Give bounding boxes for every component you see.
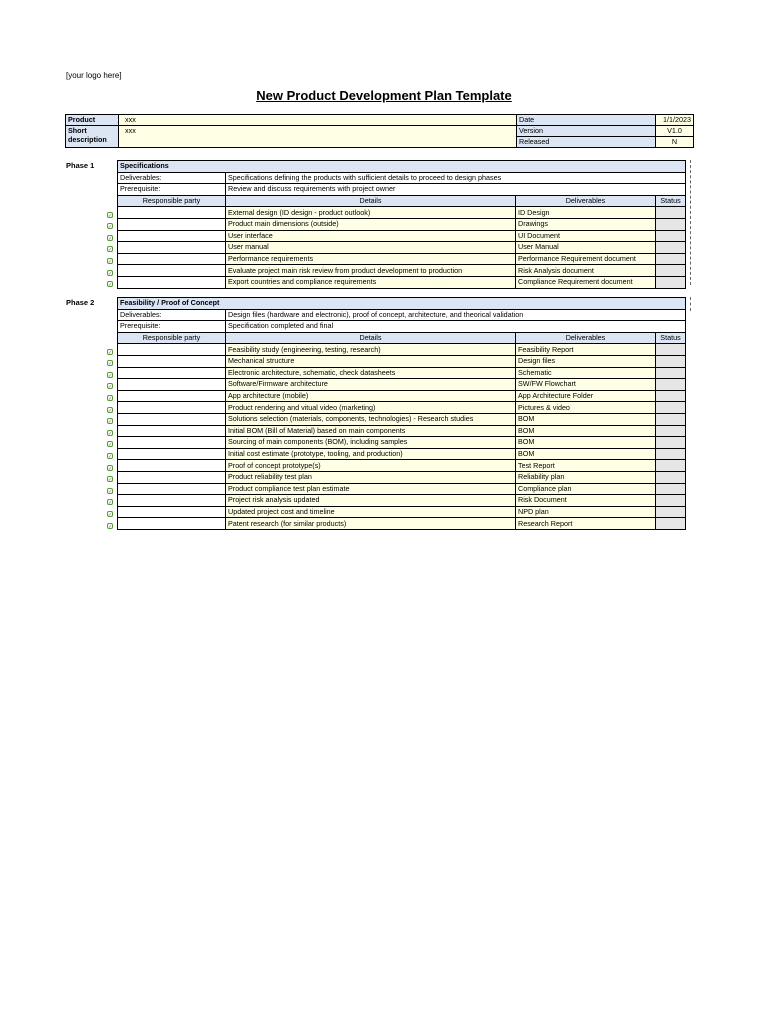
task-details: Product main dimensions (outside): [226, 218, 516, 230]
phase1-deliverables-label: Deliverables:: [118, 172, 226, 184]
task-details: Product rendering and vitual video (marketing): [226, 402, 516, 414]
task-details: Performance requirements: [226, 253, 516, 265]
phase2-label: Phase 2: [66, 298, 95, 307]
product-value[interactable]: xxx: [119, 115, 517, 126]
task-deliverable: Compliance plan: [516, 483, 656, 495]
task-status[interactable]: [656, 355, 686, 367]
task-status[interactable]: [656, 367, 686, 379]
responsible-party-cell[interactable]: [118, 265, 226, 277]
responsible-party-cell[interactable]: [118, 471, 226, 483]
checkbox-icon[interactable]: ✓: [108, 247, 113, 254]
task-deliverable: Design files: [516, 355, 656, 367]
task-deliverable: Risk Analysis document: [516, 265, 656, 277]
page-title-text: New Product Development Plan Template: [256, 88, 512, 103]
checkbox-icon[interactable]: ✓: [108, 430, 113, 437]
responsible-party-cell[interactable]: [118, 483, 226, 495]
task-details: Initial cost estimate (prototype, tooling, and production): [226, 448, 516, 460]
phase2-col-status: Status: [656, 332, 686, 344]
responsible-party-cell[interactable]: [118, 276, 226, 288]
task-row: [118, 506, 686, 518]
task-details: Evaluate project main risk review from product development to production: [226, 265, 516, 277]
responsible-party-cell[interactable]: [118, 207, 226, 219]
task-details: Updated project cost and timeline: [226, 506, 516, 518]
task-status[interactable]: [656, 425, 686, 437]
page-title: [0, 88, 768, 103]
responsible-party-cell[interactable]: [118, 495, 226, 507]
phase2-deliverables-label: Deliverables:: [118, 309, 226, 321]
task-status[interactable]: [656, 437, 686, 449]
responsible-party-cell[interactable]: [118, 448, 226, 460]
task-status[interactable]: [656, 253, 686, 265]
task-deliverable: Reliability plan: [516, 471, 656, 483]
checkbox-icon[interactable]: ✓: [108, 477, 113, 484]
page-edge-mark-2: [690, 297, 692, 311]
task-row: [118, 495, 686, 507]
released-value[interactable]: N: [656, 137, 694, 148]
task-deliverable: App Architecture Folder: [516, 390, 656, 402]
phase2-deliverables-value: Design files (hardware and electronic), proof of concept, architecture, and theorical validation: [226, 309, 686, 321]
phase2-table: [117, 297, 686, 530]
responsible-party-cell[interactable]: [118, 379, 226, 391]
task-status[interactable]: [656, 483, 686, 495]
phase2-col-deliverables: Deliverables: [516, 332, 656, 344]
responsible-party-cell[interactable]: [118, 367, 226, 379]
phase2-prereq-label: Prerequisite:: [118, 321, 226, 333]
checkbox-icon[interactable]: ✓: [108, 419, 113, 426]
task-status[interactable]: [656, 230, 686, 242]
phase2-rows: [118, 344, 686, 530]
task-status[interactable]: [656, 344, 686, 356]
task-details: User manual: [226, 242, 516, 254]
task-row: [118, 471, 686, 483]
task-status[interactable]: [656, 276, 686, 288]
task-row: [118, 276, 686, 288]
task-details: Software/Firmware architecture: [226, 379, 516, 391]
task-row: [118, 518, 686, 530]
phase1-rows: [118, 207, 686, 288]
task-row: [118, 390, 686, 402]
task-details: Mechanical structure: [226, 355, 516, 367]
phase2-col-details: Details: [226, 332, 516, 344]
task-deliverable: BOM: [516, 437, 656, 449]
task-details: App architecture (mobile): [226, 390, 516, 402]
task-status[interactable]: [656, 448, 686, 460]
date-value[interactable]: 1/1/2023: [656, 115, 694, 126]
phase1-prereq-label: Prerequisite:: [118, 184, 226, 196]
task-status[interactable]: [656, 518, 686, 530]
task-details: Initial BOM (Bill of Material) based on main components: [226, 425, 516, 437]
version-label: Version: [517, 126, 656, 137]
task-deliverable: BOM: [516, 413, 656, 425]
task-deliverable: User Manual: [516, 242, 656, 254]
task-deliverable: Research Report: [516, 518, 656, 530]
page-edge-mark-1: [690, 160, 692, 285]
task-details: Proof of concept prototype(s): [226, 460, 516, 472]
checkbox-icon[interactable]: ✓: [108, 372, 113, 379]
task-row: [118, 448, 686, 460]
task-row: [118, 207, 686, 219]
logo-placeholder: [your logo here]: [66, 71, 122, 80]
checkbox-icon[interactable]: ✓: [108, 396, 113, 403]
responsible-party-cell[interactable]: [118, 390, 226, 402]
task-deliverable: UI Document: [516, 230, 656, 242]
responsible-party-cell[interactable]: [118, 518, 226, 530]
task-row: [118, 253, 686, 265]
task-status[interactable]: [656, 506, 686, 518]
checkbox-icon[interactable]: ✓: [108, 224, 113, 231]
task-status[interactable]: [656, 402, 686, 414]
phase2-name: Feasibility / Proof of Concept: [118, 298, 686, 310]
responsible-party-cell[interactable]: [118, 230, 226, 242]
task-row: [118, 355, 686, 367]
task-status[interactable]: [656, 460, 686, 472]
checkbox-icon[interactable]: ✓: [108, 511, 113, 518]
phase1-col-status: Status: [656, 195, 686, 207]
responsible-party-cell[interactable]: [118, 253, 226, 265]
task-details: Solutions selection (materials, components, technologies) - Research studies: [226, 413, 516, 425]
task-status[interactable]: [656, 207, 686, 219]
task-row: [118, 218, 686, 230]
task-details: User interface: [226, 230, 516, 242]
checkbox-icon[interactable]: ✓: [108, 384, 113, 391]
task-deliverable: Risk Document: [516, 495, 656, 507]
task-status[interactable]: [656, 218, 686, 230]
responsible-party-cell[interactable]: [118, 402, 226, 414]
responsible-party-cell[interactable]: [118, 242, 226, 254]
phase1-prereq-value: Review and discuss requirements with project owner: [226, 184, 686, 196]
responsible-party-cell[interactable]: [118, 218, 226, 230]
short-description-value[interactable]: xxx: [119, 126, 517, 148]
task-status[interactable]: [656, 471, 686, 483]
checkbox-icon[interactable]: ✓: [108, 454, 113, 461]
released-label: Released: [517, 137, 656, 148]
task-row: [118, 344, 686, 356]
task-deliverable: Test Report: [516, 460, 656, 472]
task-deliverable: Pictures & video: [516, 402, 656, 414]
task-details: Product reliability test plan: [226, 471, 516, 483]
checkbox-icon[interactable]: ✓: [108, 235, 113, 242]
responsible-party-cell[interactable]: [118, 460, 226, 472]
checkbox-icon[interactable]: ✓: [108, 488, 113, 495]
short-description-label-line1: Short: [68, 126, 87, 135]
responsible-party-cell[interactable]: [118, 413, 226, 425]
task-status[interactable]: [656, 242, 686, 254]
checkbox-icon[interactable]: ✓: [108, 349, 113, 356]
task-row: [118, 367, 686, 379]
task-details: External design (ID design - product outlook): [226, 207, 516, 219]
short-description-label-line2: description: [68, 135, 107, 144]
task-status[interactable]: [656, 390, 686, 402]
responsible-party-cell[interactable]: [118, 425, 226, 437]
phase2-prereq-value: Specification completed and final: [226, 321, 686, 333]
task-deliverable: Performance Requirement document: [516, 253, 656, 265]
task-deliverable: BOM: [516, 448, 656, 460]
product-label: Product: [66, 115, 119, 126]
task-deliverable: NPD plan: [516, 506, 656, 518]
task-row: [118, 483, 686, 495]
task-deliverable: SW/FW Flowchart: [516, 379, 656, 391]
task-status[interactable]: [656, 265, 686, 277]
task-row: [118, 402, 686, 414]
checkbox-icon[interactable]: ✓: [108, 465, 113, 472]
task-row: [118, 230, 686, 242]
task-row: [118, 460, 686, 472]
checkbox-icon[interactable]: ✓: [108, 442, 113, 449]
task-details: Project risk analysis updated: [226, 495, 516, 507]
task-deliverable: BOM: [516, 425, 656, 437]
checkbox-icon[interactable]: ✓: [108, 259, 113, 266]
task-details: Product compliance test plan estimate: [226, 483, 516, 495]
phase1-name: Specifications: [118, 161, 686, 173]
task-details: Feasibility study (engineering, testing, research): [226, 344, 516, 356]
task-row: [118, 413, 686, 425]
checkbox-icon[interactable]: ✓: [108, 282, 113, 289]
task-details: Patent research (for similar products): [226, 518, 516, 530]
responsible-party-cell[interactable]: [118, 437, 226, 449]
task-details: Electronic architecture, schematic, check datasheets: [226, 367, 516, 379]
phase1-col-party: Responsible party: [118, 195, 226, 207]
task-deliverable: Feasibility Report: [516, 344, 656, 356]
task-row: [118, 437, 686, 449]
task-deliverable: ID Design: [516, 207, 656, 219]
task-row: [118, 379, 686, 391]
checkbox-icon[interactable]: ✓: [108, 407, 113, 414]
task-deliverable: Schematic: [516, 367, 656, 379]
responsible-party-cell[interactable]: [118, 506, 226, 518]
task-row: [118, 242, 686, 254]
task-details: Export countries and compliance requirements: [226, 276, 516, 288]
responsible-party-cell[interactable]: [118, 344, 226, 356]
task-status[interactable]: [656, 413, 686, 425]
phase1-col-details: Details: [226, 195, 516, 207]
date-label: Date: [517, 115, 656, 126]
task-deliverable: Compliance Requirement document: [516, 276, 656, 288]
version-value[interactable]: V1.0: [656, 126, 694, 137]
short-description-label: [66, 126, 119, 148]
checkbox-icon[interactable]: ✓: [108, 523, 113, 530]
task-status[interactable]: [656, 495, 686, 507]
product-info-table: [65, 114, 694, 148]
checkbox-icon[interactable]: ✓: [108, 212, 113, 219]
checkbox-icon[interactable]: ✓: [108, 361, 113, 368]
responsible-party-cell[interactable]: [118, 355, 226, 367]
task-deliverable: Drawings: [516, 218, 656, 230]
phase1-col-deliverables: Deliverables: [516, 195, 656, 207]
phase1-table: [117, 160, 686, 289]
task-row: [118, 425, 686, 437]
phase1-label: Phase 1: [66, 161, 95, 170]
checkbox-icon[interactable]: ✓: [108, 500, 113, 507]
task-row: [118, 265, 686, 277]
task-details: Sourcing of main components (BOM), including samples: [226, 437, 516, 449]
task-status[interactable]: [656, 379, 686, 391]
phase1-deliverables-value: Specifications defining the products with sufficient details to proceed to design phases: [226, 172, 686, 184]
phase2-col-party: Responsible party: [118, 332, 226, 344]
checkbox-icon[interactable]: ✓: [108, 270, 113, 277]
